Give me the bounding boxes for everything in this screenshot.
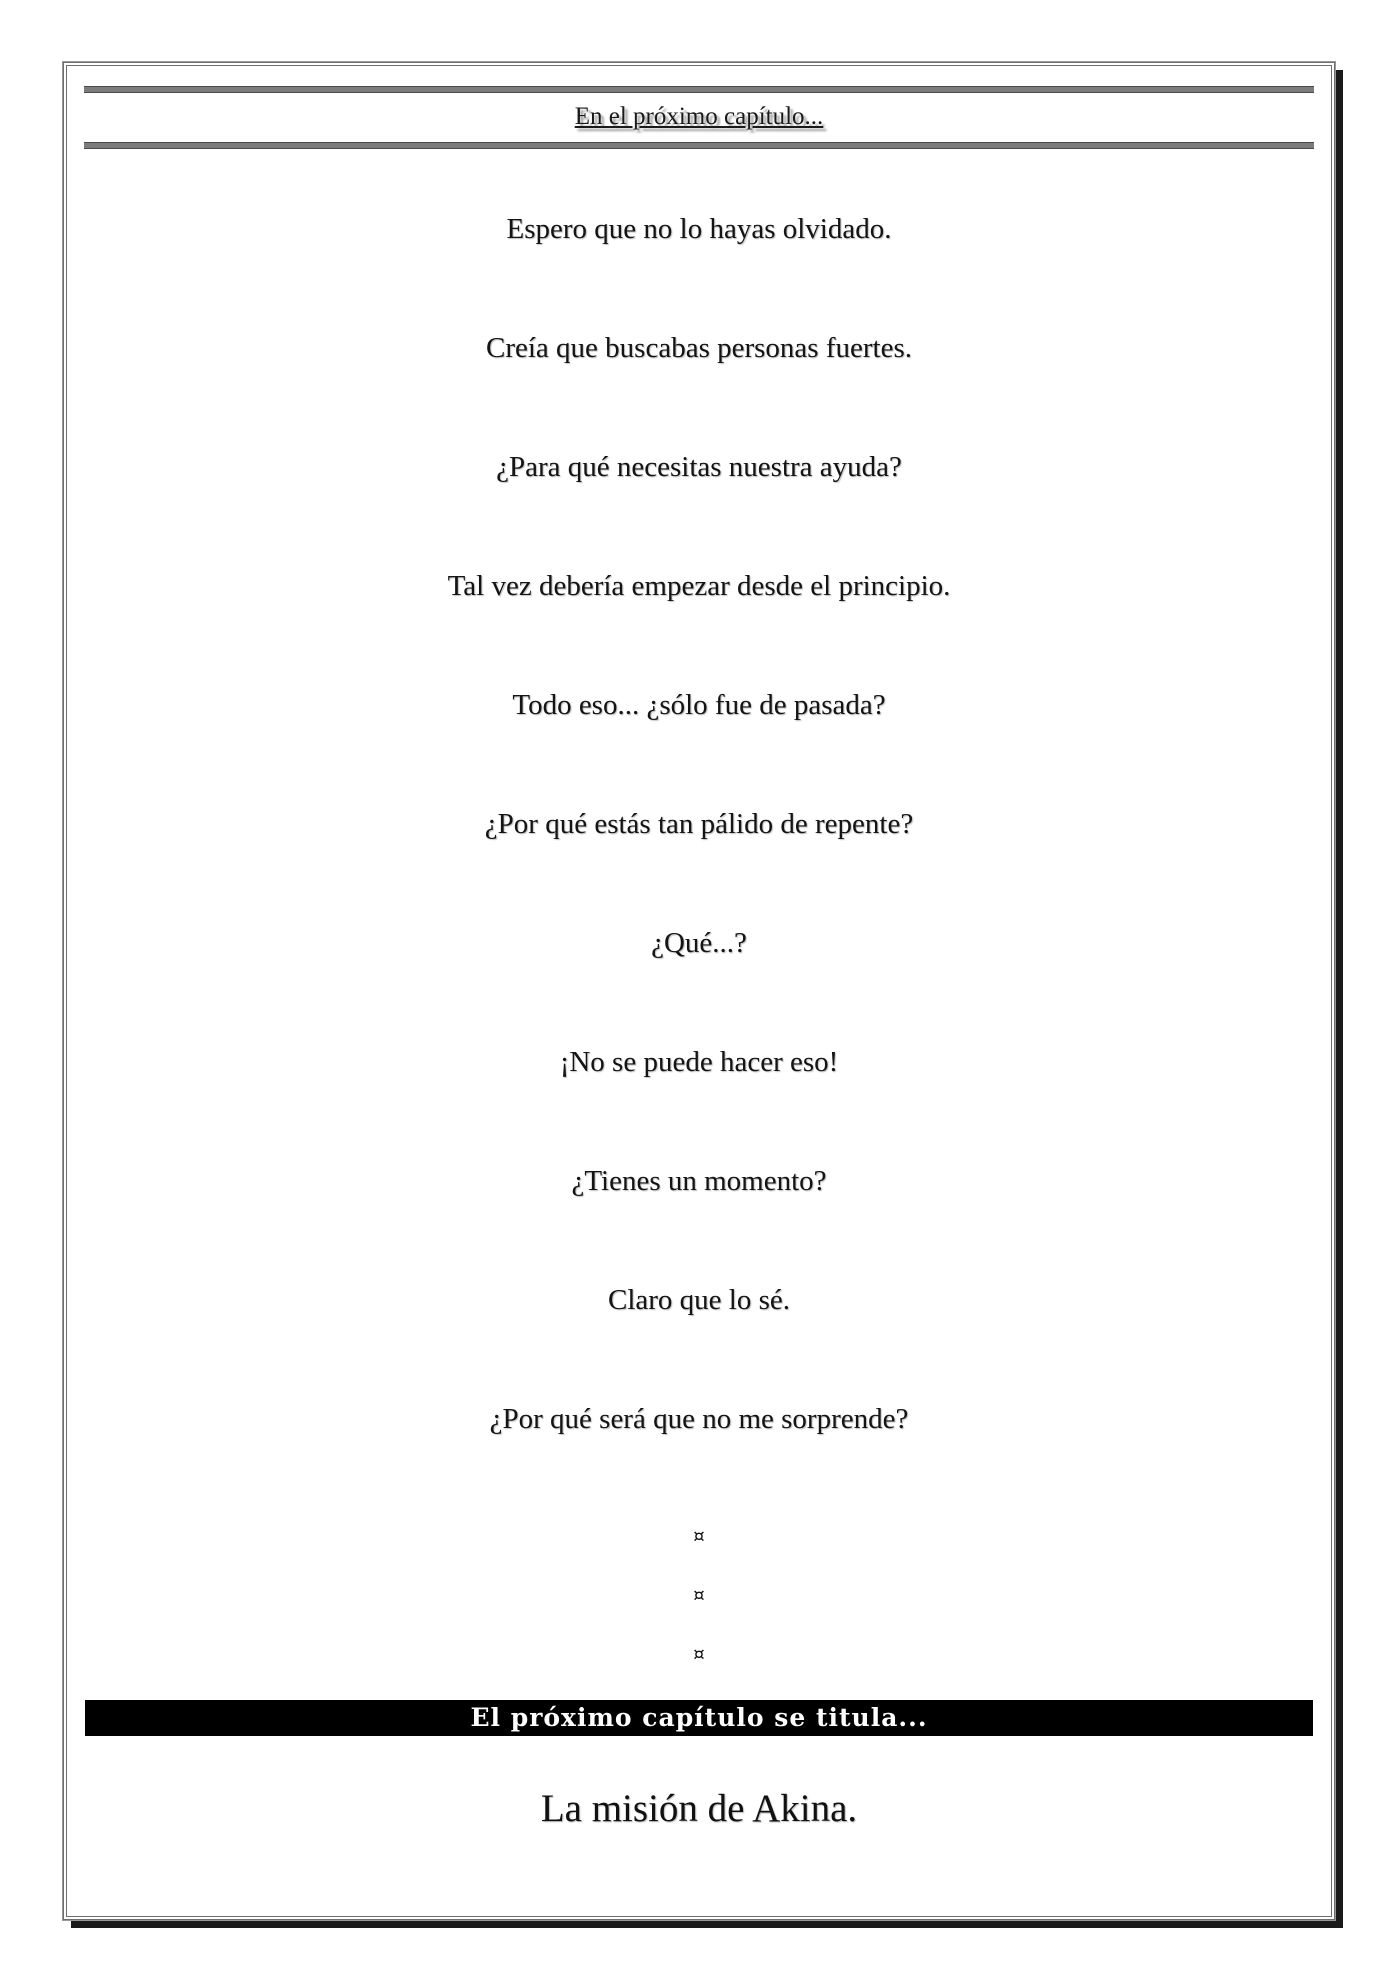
dialogue-line: ¿Por qué estás tan pálido de repente? [484, 808, 914, 840]
dialogue-lines [67, 206, 1331, 1515]
next-chapter-title: La misión de Akina. [540, 1787, 858, 1830]
dialogue-line: ¿Por qué será que no me sorprende? [489, 1403, 909, 1435]
dialogue-line: Claro que lo sé. [607, 1284, 790, 1316]
dialogue-line: ¿Qué...? [651, 927, 747, 959]
separator-ornament-icon: ¤ [693, 1526, 705, 1547]
separator-group [67, 1522, 1331, 1699]
separator-ornament-icon: ¤ [693, 1585, 705, 1606]
dialogue-line: Creía que buscabas personas fuertes. [486, 332, 912, 364]
dialogue-line: ¿Para qué necesitas nuestra ayuda? [496, 451, 902, 483]
dialogue-line: Espero que no lo hayas olvidado. [506, 213, 892, 245]
separator-ornament-icon: ¤ [693, 1644, 705, 1665]
next-chapter-banner: El próximo capítulo se titula... [85, 1700, 1313, 1736]
dialogue-line: ¡No se puede hacer eso! [559, 1046, 839, 1078]
dialogue-line: ¿Tienes un momento? [571, 1165, 827, 1197]
header-title: En el próximo capítulo... [574, 103, 824, 130]
header-rule-top [84, 86, 1314, 93]
header-rule-bottom [84, 142, 1314, 149]
dialogue-line: Tal vez debería empezar desde el principio. [447, 570, 951, 602]
dialogue-line: Todo eso... ¿sólo fue de pasada? [512, 689, 886, 721]
page-frame [63, 62, 1335, 1920]
